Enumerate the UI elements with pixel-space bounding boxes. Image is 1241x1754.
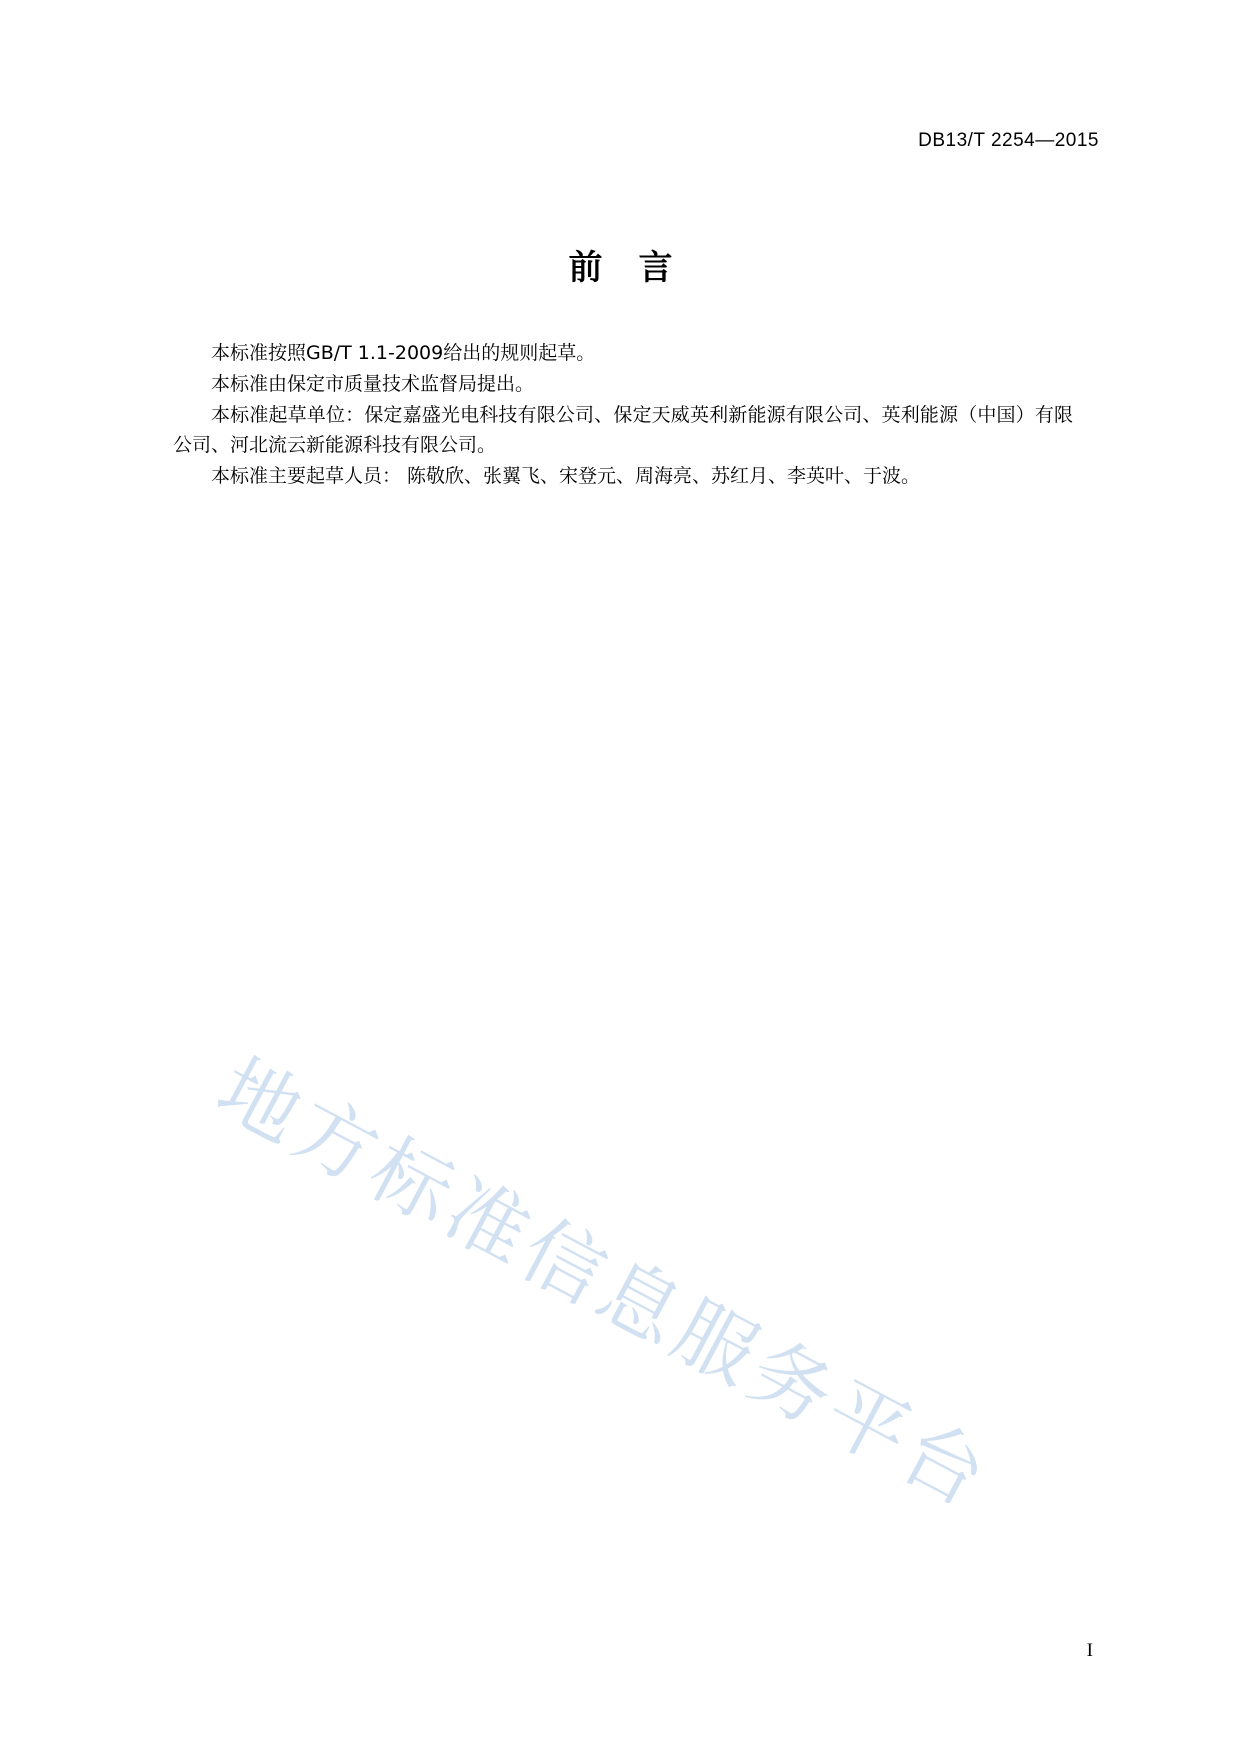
foreword-paragraph: 本标准起草单位：保定嘉盛光电科技有限公司、保定天威英利新能源有限公司、英利能源（中国）有限公司、河北流云新能源科技有限公司。 bbox=[173, 404, 1073, 456]
page-title: 前言 bbox=[568, 248, 709, 288]
watermark-text: 地方标准信息服务平台 bbox=[202, 1040, 1006, 1527]
foreword-body bbox=[173, 338, 1073, 492]
foreword-paragraph: 本标准由保定市质量技术监督局提出。 bbox=[211, 373, 535, 395]
watermark bbox=[202, 905, 1006, 1527]
document-header-standard-code: DB13/T 2254—2015 bbox=[918, 130, 1099, 151]
foreword-paragraph: 本标准主要起草人员： 陈敬欣、张翼飞、宋登元、周海亮、苏红月、李英叶、于波。 bbox=[211, 465, 921, 487]
page-number: I bbox=[1086, 1640, 1093, 1661]
foreword-paragraph: 本标准按照GB/T 1.1-2009给出的规则起草。 bbox=[211, 342, 596, 364]
